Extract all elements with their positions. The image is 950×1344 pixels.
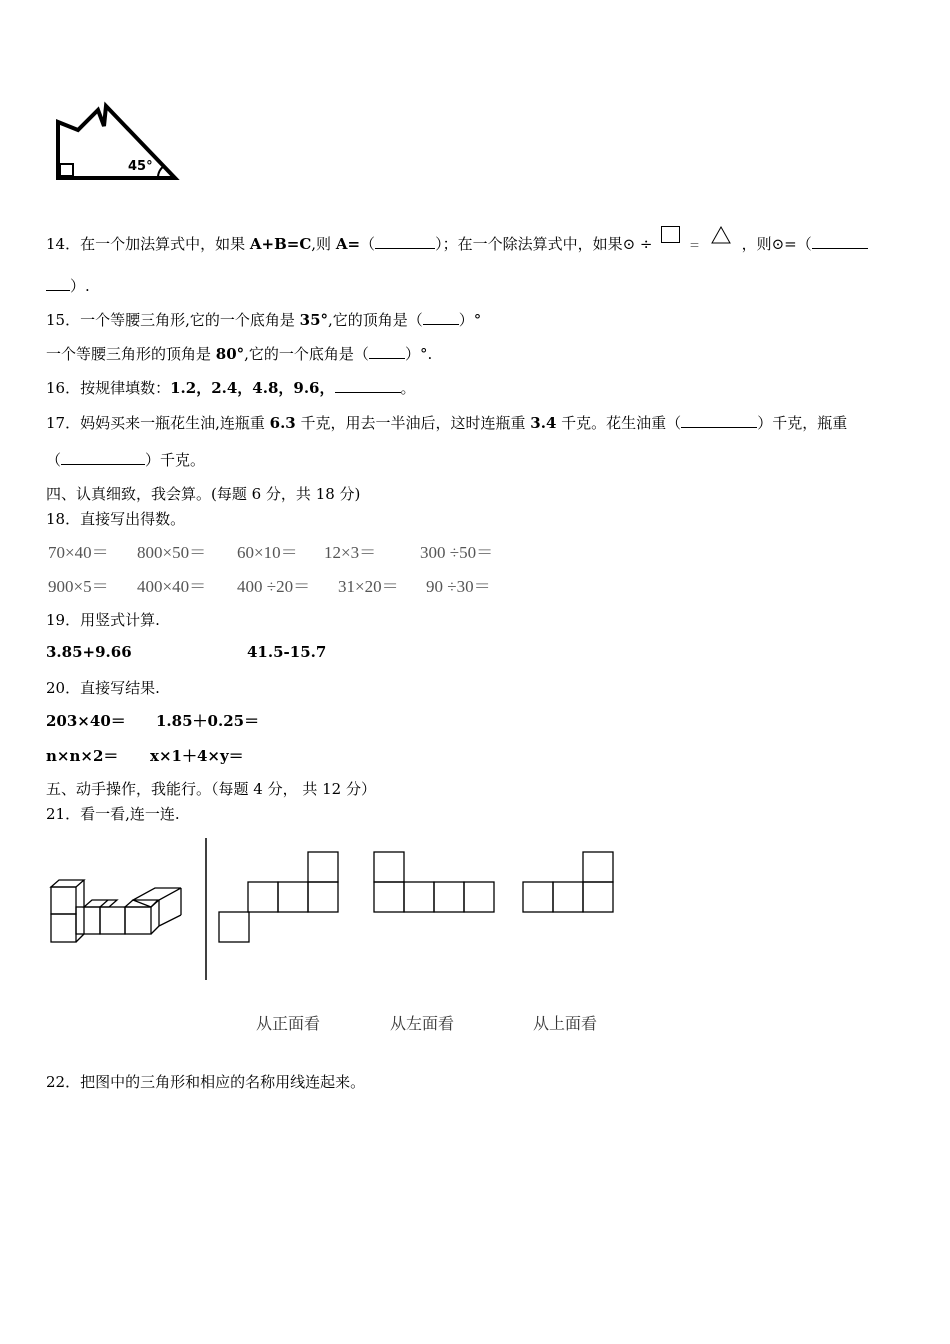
answer-blank[interactable] — [423, 310, 459, 325]
top-figure — [50, 100, 190, 190]
question-17: 17．妈妈买来一瓶花生油,连瓶重 6.3 千克，用去一半油后，这时连瓶重 3.4 千克。花生油重（ ）千克，瓶重 — [46, 414, 848, 432]
question-15: 15．一个等腰三角形,它的一个底角是 35°,它的顶角是（ ）° — [46, 311, 482, 329]
view-shape-1[interactable] — [218, 850, 343, 945]
question-15-part2: 一个等腰三角形的顶角是 80°,它的一个底角是（ ）°. — [46, 345, 433, 363]
question-20-title: 20．直接写结果. — [46, 679, 160, 697]
cube-stack-figure — [45, 878, 190, 948]
answer-blank[interactable] — [46, 276, 70, 291]
caption-left-view[interactable]: 从左面看 — [390, 1014, 455, 1033]
calc-item: 70×40＝ — [48, 543, 109, 562]
calc-item: 800×50＝ — [137, 543, 207, 562]
question-18-title: 18．直接写出得数。 — [46, 510, 186, 528]
question-17-cont: （ ）千克。 — [46, 451, 206, 469]
direct-calc-a: 203×40＝ — [46, 712, 126, 730]
answer-blank[interactable] — [335, 378, 401, 393]
angle-label: 45° — [128, 159, 153, 174]
section-4-heading: 四、认真细致，我会算。(每题 6 分，共 18 分) — [46, 485, 361, 503]
direct-calc-c: n×n×2＝ — [46, 747, 119, 765]
question-22-title: 22．把图中的三角形和相应的名称用线连起来。 — [46, 1073, 366, 1091]
vertical-calc-a: 3.85+9.66 — [46, 643, 132, 661]
question-19-title: 19．用竖式计算. — [46, 611, 160, 629]
answer-blank[interactable] — [375, 234, 435, 249]
calc-item: 300 ÷50＝ — [420, 543, 494, 562]
answer-blank[interactable] — [61, 450, 145, 465]
calc-item: 900×5＝ — [48, 577, 109, 596]
calc-item: 60×10＝ — [237, 543, 298, 562]
calc-item: 90 ÷30＝ — [426, 577, 491, 596]
calc-item: 12×3＝ — [324, 543, 377, 562]
square-symbol — [661, 226, 680, 243]
question-21-title: 21．看一看,连一连. — [46, 805, 180, 823]
direct-calc-b: 1.85＋0.25＝ — [156, 712, 260, 730]
view-shape-2[interactable] — [372, 850, 500, 916]
direct-calc-d: x×1＋4×y＝ — [150, 747, 244, 765]
calc-item: 400 ÷20＝ — [237, 577, 311, 596]
question-14: 14．在一个加法算式中，如果 A+B=C,则 A=（ ）；在一个除法算式中，如果⊙ ÷ ＝ ，则⊙=（ — [46, 225, 868, 254]
answer-blank[interactable] — [812, 234, 868, 249]
divider-line — [204, 838, 208, 982]
answer-blank[interactable] — [369, 344, 405, 359]
view-shape-3[interactable] — [521, 850, 619, 916]
triangle-symbol — [711, 225, 731, 245]
calc-item: 31×20＝ — [338, 577, 399, 596]
calc-item: 400×40＝ — [137, 577, 207, 596]
question-14-cont: ）. — [46, 275, 90, 296]
caption-top-view[interactable]: 从上面看 — [533, 1014, 598, 1033]
question-16: 16．按规律填数：1.2，2.4，4.8，9.6， 。 — [46, 379, 416, 397]
caption-front-view[interactable]: 从正面看 — [256, 1014, 321, 1033]
section-5-heading: 五、动手操作，我能行。（每题 4 分， 共 12 分） — [46, 780, 376, 798]
vertical-calc-b: 41.5-15.7 — [247, 643, 327, 661]
answer-blank[interactable] — [681, 413, 757, 428]
